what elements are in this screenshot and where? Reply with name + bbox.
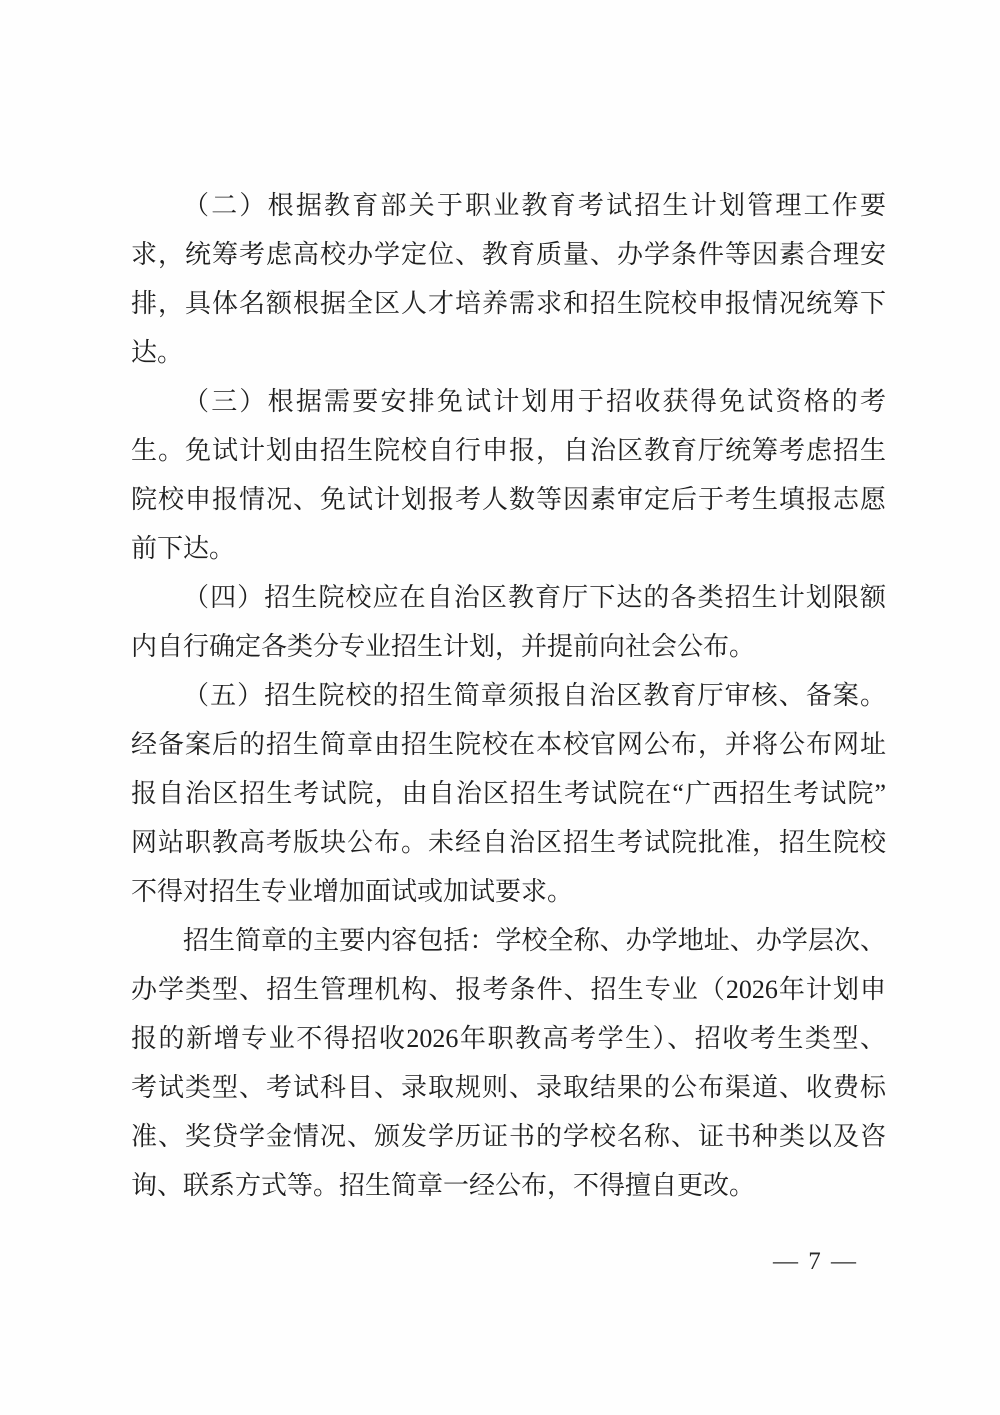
page-number: — 7 — xyxy=(773,1248,858,1275)
text-line: 排，具体名额根据全区人才培养需求和招生院校申报情况统筹下 xyxy=(131,289,886,318)
text-line: 网站职教高考版块公布。未经自治区招生考试院批准，招生院校 xyxy=(131,828,886,857)
text-line: 前下达。 xyxy=(131,534,236,563)
paragraph-2 xyxy=(131,181,886,377)
paragraph-content-summary xyxy=(131,916,886,1210)
text-line: 达。 xyxy=(131,338,184,367)
text-line: 准、奖贷学金情况、颁发学历证书的学校名称、证书种类以及咨 xyxy=(131,1122,886,1151)
text-line: 招生简章的主要内容包括：学校全称、办学地址、办学层次、 xyxy=(183,926,886,955)
text-line: 报自治区招生考试院，由自治区招生考试院在“广西招生考试院” xyxy=(131,779,886,808)
text-line: 询、联系方式等。招生简章一经公布，不得擅自更改。 xyxy=(131,1171,756,1200)
text-line: （三）根据需要安排免试计划用于招收获得免试资格的考 xyxy=(183,387,886,416)
paragraph-5 xyxy=(131,671,886,916)
text-line: （五）招生院校的招生简章须报自治区教育厅审核、备案。 xyxy=(183,681,886,710)
text-line: 经备案后的招生简章由招生院校在本校官网公布，并将公布网址 xyxy=(131,730,886,759)
text-line: 院校申报情况、免试计划报考人数等因素审定后于考生填报志愿 xyxy=(131,485,886,514)
text-line: 求，统筹考虑高校办学定位、教育质量、办学条件等因素合理安 xyxy=(131,240,886,269)
text-line: 不得对招生专业增加面试或加试要求。 xyxy=(131,877,574,906)
text-line: 办学类型、招生管理机构、报考条件、招生专业（2026年计划申 xyxy=(131,975,886,1004)
document-body xyxy=(131,181,886,1210)
text-line: （四）招生院校应在自治区教育厅下达的各类招生计划限额 xyxy=(183,583,886,612)
text-line: （二）根据教育部关于职业教育考试招生计划管理工作要 xyxy=(183,191,886,220)
paragraph-4 xyxy=(131,573,886,671)
text-line: 生。免试计划由招生院校自行申报，自治区教育厅统筹考虑招生 xyxy=(131,436,886,465)
text-line: 报的新增专业不得招收2026年职教高考学生）、招收考生类型、 xyxy=(131,1024,886,1053)
text-line: 内自行确定各类分专业招生计划，并提前向社会公布。 xyxy=(131,632,756,661)
text-line: 考试类型、考试科目、录取规则、录取结果的公布渠道、收费标 xyxy=(131,1073,886,1102)
paragraph-3 xyxy=(131,377,886,573)
